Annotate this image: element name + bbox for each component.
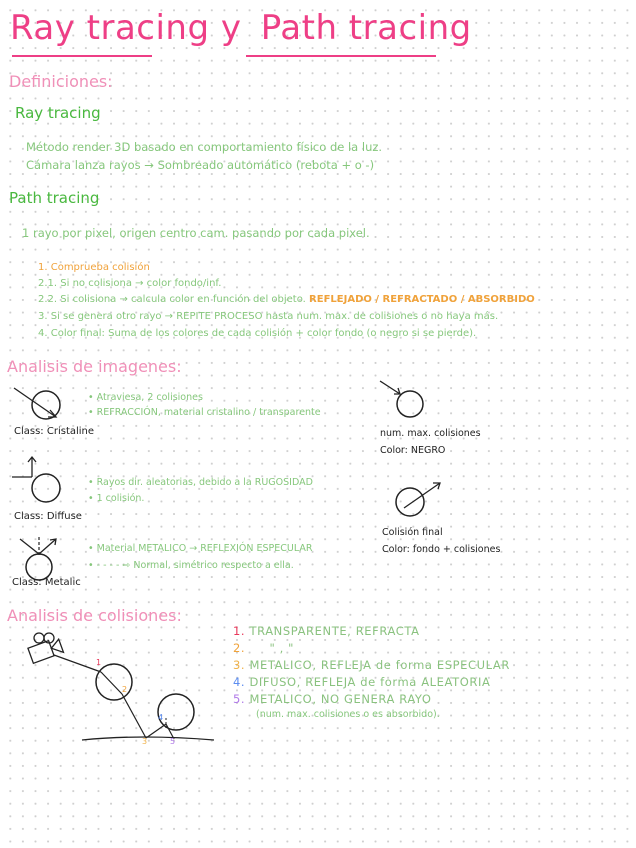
title-part1: Ray tracing y bbox=[10, 8, 242, 48]
collision-item-1: 1. TRANSPARENTE, REFRACTA bbox=[233, 624, 420, 638]
cristaline-diagram bbox=[8, 385, 68, 425]
max-collisions-line1: num. max. colisiones bbox=[380, 428, 481, 439]
path-def-line1: 1 rayo por pixel, origen centro cam. pasando por cada pixel. bbox=[22, 226, 370, 240]
analisis-imagenes-heading: Analisis de imagenes: bbox=[7, 357, 182, 376]
collision-item-4: 4. DIFUSO, REFLEJA de forma ALEATORIA bbox=[233, 675, 491, 689]
analisis-colisiones-heading: Analisis de colisiones: bbox=[7, 606, 182, 625]
path-step-2-2: 2.2. Si colisiona → calcula color en función del objeto. REFLEJADO / REFRACTADO / ABSORBIDO bbox=[38, 294, 535, 305]
final-collision-diagram bbox=[390, 478, 450, 523]
path-step-1: 1. Comprueba colisión bbox=[38, 262, 150, 273]
max-collisions-line2: Color: NEGRO bbox=[380, 445, 446, 456]
cristaline-note-1: • Atraviesa, 2 colisiones bbox=[88, 392, 203, 403]
path-step-3: 3. Si se genera otro rayo → REPITE PROCESO hasta num. max. de colisiones o no haya más. bbox=[38, 311, 499, 322]
path-step-2-1: 2.1. Si no colisiona → color fondo/inf. bbox=[38, 278, 222, 289]
final-collision-line1: Colisión final bbox=[382, 527, 443, 538]
diffuse-note-1: • Rayos dir. aleatorias, debido a la RUGOSIDAD bbox=[88, 477, 313, 488]
path-step-4: 4. Color final: Suma de los colores de cada colisión + color fondo (o negro si se pierde). bbox=[38, 328, 477, 339]
page-title bbox=[10, 8, 472, 48]
definiciones-heading: Definiciones: bbox=[9, 72, 113, 91]
title-underline-1 bbox=[12, 55, 152, 57]
ray-tracing-heading: Ray tracing bbox=[15, 104, 101, 122]
diagram-label-3: 3 bbox=[142, 737, 148, 746]
ray-def-line1: Método render 3D basado en comportamiento físico de la luz. bbox=[26, 140, 383, 154]
cristaline-label: Class: Cristaline bbox=[14, 426, 95, 437]
metalic-label: Class: Metalic bbox=[12, 577, 81, 588]
diagram-label-1: 1 bbox=[96, 658, 102, 667]
collision-item-2: 2. " , " bbox=[233, 641, 294, 655]
path-step-highlight: REFLEJADO / REFRACTADO / ABSORBIDO bbox=[309, 294, 535, 305]
camera-icon bbox=[28, 633, 64, 663]
diagram-label-2: 2 bbox=[122, 685, 128, 694]
title-part2: Path tracing bbox=[260, 8, 472, 48]
metalic-note-1: • Material METALICO → REFLEXIÓN ESPECULAR bbox=[88, 543, 313, 554]
diagram-label-5: 5 bbox=[170, 737, 176, 746]
ray-def-line2: Cámara lanza rayos → Sombreado automático (rebota + o -) bbox=[26, 158, 375, 172]
metalic-note-2: • - - - - ⇨ Normal, simétrico respecto a ella. bbox=[88, 560, 294, 571]
path-tracing-heading: Path tracing bbox=[9, 189, 100, 207]
title-underline-2 bbox=[246, 55, 436, 57]
cristaline-note-2: • REFRACCIÓN, material cristalino / transparente bbox=[88, 407, 321, 418]
collision-item-3: 3. METALICO, REFLEJA de forma ESPECULAR bbox=[233, 658, 510, 672]
metalic-diagram bbox=[12, 535, 72, 580]
diagram-label-4: 4 bbox=[158, 713, 164, 722]
final-collision-line2: Color: fondo + colisiones bbox=[382, 544, 501, 555]
diffuse-note-2: • 1 colisión. bbox=[88, 493, 145, 504]
diffuse-label: Class: Diffuse bbox=[14, 511, 82, 522]
collision-note: (num. max. colisiones o es absorbido). bbox=[256, 709, 440, 720]
max-collisions-diagram bbox=[376, 378, 426, 423]
diffuse-diagram bbox=[10, 455, 70, 505]
collision-item-5: 5. METALICO, NO GENERA RAYO bbox=[233, 692, 432, 706]
